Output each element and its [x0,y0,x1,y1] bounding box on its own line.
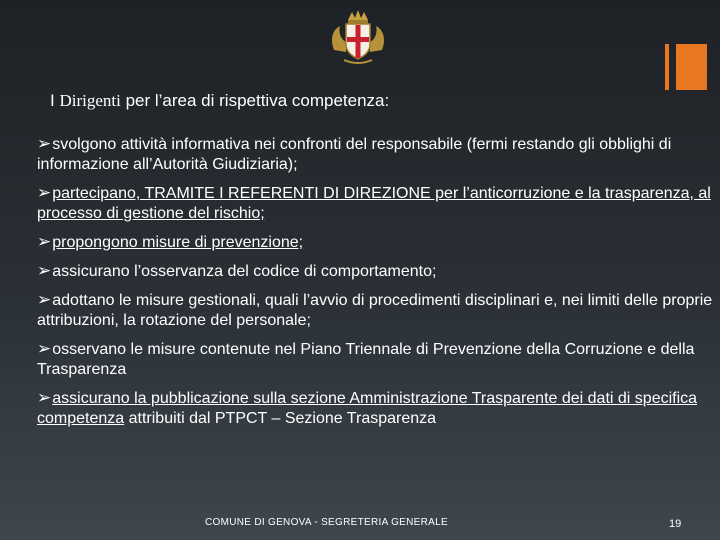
arrow-bullet-icon: ➢ [37,339,52,358]
bullet-text-underlined: propongono misure di prevenzione; [52,234,304,251]
bullet-text: adottano le misure gestionali, quali l’avvio di procedimenti disciplinari e, nei limiti delle proprie attribuzioni, la rotazione del personale; [37,292,713,329]
intro-prefix: I [50,91,55,110]
page-number: 19 [669,518,682,530]
list-item [37,290,713,331]
list-item [37,388,713,429]
arrow-bullet-icon: ➢ [37,183,52,202]
list-item [37,339,713,380]
genoa-coat-of-arms-icon [326,6,390,66]
list-item [37,134,713,175]
arrow-bullet-icon: ➢ [37,134,52,153]
list-item [37,183,713,224]
arrow-bullet-icon: ➢ [37,388,52,407]
accent-bar-thin [665,44,669,90]
footer-text: COMUNE DI GENOVA - SEGRETERIA GENERALE [205,517,448,528]
arrow-bullet-icon: ➢ [37,261,52,280]
accent-bar-thick [676,44,707,90]
bullet-text: assicurano l’osservanza del codice di comportamento; [52,263,437,280]
bullet-text-underlined: assicurano la pubblicazione sulla sezione Amministrazione Trasparente dei dati di specifica competenza [37,390,698,427]
bullet-list [37,134,713,437]
intro-line [50,91,389,111]
intro-role: Dirigenti [59,91,121,110]
arrow-bullet-icon: ➢ [37,232,52,251]
bullet-text: attribuiti dal PTPCT – Sezione Trasparenza [124,410,437,427]
intro-rest: per l’area di rispettiva competenza: [120,91,390,110]
bullet-text: svolgono attività informativa nei confronti del responsabile (fermi restando gli obblighi di informazione all’Autorità Giudiziaria); [37,136,672,173]
bullet-text-underlined: partecipano, TRAMITE I REFERENTI DI DIREZIONE per l’anticorruzione e la trasparenza, al processo di gestione del rischio; [37,185,711,222]
list-item [37,261,713,282]
list-item [37,232,713,253]
arrow-bullet-icon: ➢ [37,290,52,309]
bullet-text: osservano le misure contenute nel Piano Triennale di Prevenzione della Corruzione e della Trasparenza [37,341,695,378]
